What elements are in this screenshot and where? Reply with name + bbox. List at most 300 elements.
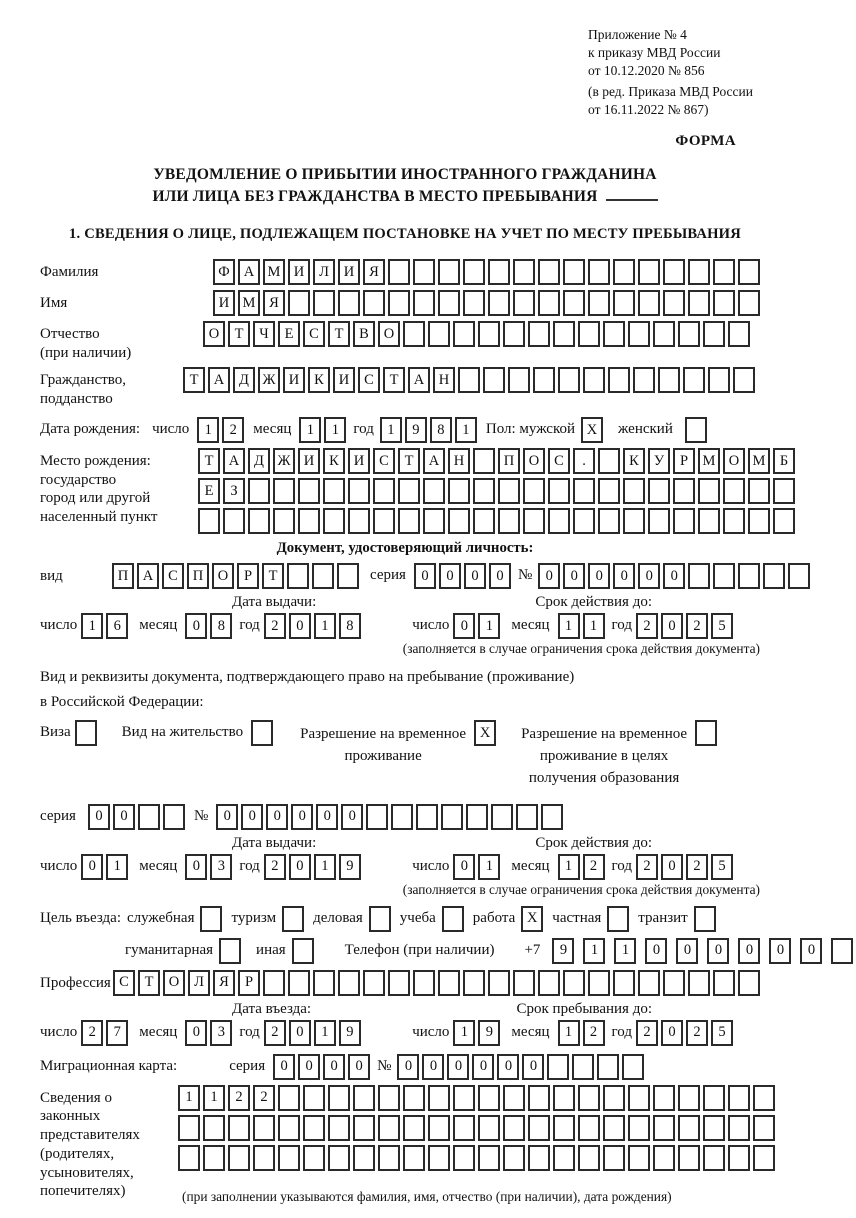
char-cell[interactable]: К (308, 367, 330, 393)
char-cell[interactable] (633, 367, 655, 393)
char-cell[interactable]: 0 (538, 563, 560, 589)
char-cell[interactable]: 1 (314, 1020, 336, 1046)
char-cell[interactable]: 1 (197, 417, 219, 443)
char-cell[interactable] (423, 478, 445, 504)
char-cell[interactable] (228, 1145, 250, 1171)
char-cell[interactable] (523, 508, 545, 534)
char-cell[interactable] (688, 970, 710, 996)
char-cell[interactable]: К (623, 448, 645, 474)
char-cell[interactable]: И (213, 290, 235, 316)
char-cell[interactable] (623, 478, 645, 504)
char-cell[interactable] (441, 804, 463, 830)
char-cell[interactable] (398, 478, 420, 504)
char-cell[interactable] (628, 1145, 650, 1171)
char-cell[interactable] (558, 367, 580, 393)
char-cell[interactable]: 2 (636, 613, 658, 639)
char-cell[interactable] (673, 478, 695, 504)
char-cell[interactable]: 2 (686, 854, 708, 880)
char-cell[interactable]: 0 (88, 804, 110, 830)
char-cell[interactable] (608, 367, 630, 393)
char-cell[interactable]: 2 (636, 1020, 658, 1046)
char-cell[interactable]: Я (363, 259, 385, 285)
char-cell[interactable] (698, 478, 720, 504)
char-cell[interactable]: 0 (638, 563, 660, 589)
char-cell[interactable]: 9 (478, 1020, 500, 1046)
char-cell[interactable] (597, 1054, 619, 1080)
char-cell[interactable] (658, 367, 680, 393)
char-cell[interactable]: 0 (185, 854, 207, 880)
char-cell[interactable] (328, 1085, 350, 1111)
char-cell[interactable] (728, 1145, 750, 1171)
purpose-commercial-checkbox[interactable] (369, 906, 391, 932)
char-cell[interactable]: 5 (711, 613, 733, 639)
char-cell[interactable] (438, 290, 460, 316)
char-cell[interactable] (453, 1145, 475, 1171)
char-cell[interactable] (273, 508, 295, 534)
char-cell[interactable]: К (323, 448, 345, 474)
char-cell[interactable]: А (208, 367, 230, 393)
char-cell[interactable] (348, 478, 370, 504)
edu-permit-checkbox[interactable] (695, 720, 717, 746)
char-cell[interactable]: О (163, 970, 185, 996)
char-cell[interactable] (353, 1115, 375, 1141)
char-cell[interactable]: . (573, 448, 595, 474)
char-cell[interactable] (673, 508, 695, 534)
char-cell[interactable]: 9 (552, 938, 574, 964)
char-cell[interactable] (538, 259, 560, 285)
char-cell[interactable]: 8 (339, 613, 361, 639)
char-cell[interactable] (363, 970, 385, 996)
char-cell[interactable]: 0 (273, 1054, 295, 1080)
char-cell[interactable] (298, 478, 320, 504)
char-cell[interactable] (178, 1145, 200, 1171)
char-cell[interactable] (373, 478, 395, 504)
char-cell[interactable]: М (698, 448, 720, 474)
char-cell[interactable]: О (723, 448, 745, 474)
char-cell[interactable] (728, 1085, 750, 1111)
char-cell[interactable]: Я (213, 970, 235, 996)
char-cell[interactable] (533, 367, 555, 393)
purpose-private-checkbox[interactable] (607, 906, 629, 932)
char-cell[interactable] (578, 1085, 600, 1111)
char-cell[interactable] (578, 1145, 600, 1171)
char-cell[interactable] (528, 1145, 550, 1171)
char-cell[interactable] (508, 367, 530, 393)
char-cell[interactable]: Е (198, 478, 220, 504)
char-cell[interactable] (653, 1145, 675, 1171)
char-cell[interactable]: 2 (264, 854, 286, 880)
char-cell[interactable] (708, 367, 730, 393)
char-cell[interactable] (688, 259, 710, 285)
char-cell[interactable]: Ж (258, 367, 280, 393)
char-cell[interactable] (583, 367, 605, 393)
char-cell[interactable] (733, 367, 755, 393)
char-cell[interactable]: 0 (241, 804, 263, 830)
char-cell[interactable]: 0 (185, 613, 207, 639)
char-cell[interactable]: 9 (405, 417, 427, 443)
char-cell[interactable] (572, 1054, 594, 1080)
char-cell[interactable] (748, 508, 770, 534)
char-cell[interactable]: 0 (661, 1020, 683, 1046)
char-cell[interactable] (563, 259, 585, 285)
char-cell[interactable]: Т (198, 448, 220, 474)
char-cell[interactable]: Л (313, 259, 335, 285)
char-cell[interactable]: 0 (289, 854, 311, 880)
char-cell[interactable] (698, 508, 720, 534)
char-cell[interactable] (748, 478, 770, 504)
char-cell[interactable] (416, 804, 438, 830)
char-cell[interactable]: Ж (273, 448, 295, 474)
char-cell[interactable] (713, 563, 735, 589)
char-cell[interactable] (338, 970, 360, 996)
char-cell[interactable] (728, 321, 750, 347)
char-cell[interactable] (588, 259, 610, 285)
char-cell[interactable] (613, 259, 635, 285)
char-cell[interactable]: С (162, 563, 184, 589)
char-cell[interactable]: 0 (489, 563, 511, 589)
char-cell[interactable]: 1 (299, 417, 321, 443)
char-cell[interactable] (638, 970, 660, 996)
char-cell[interactable]: 1 (203, 1085, 225, 1111)
char-cell[interactable]: А (423, 448, 445, 474)
char-cell[interactable] (337, 563, 359, 589)
char-cell[interactable] (723, 478, 745, 504)
char-cell[interactable]: 1 (558, 1020, 580, 1046)
char-cell[interactable] (248, 478, 270, 504)
char-cell[interactable] (388, 290, 410, 316)
char-cell[interactable] (138, 804, 160, 830)
char-cell[interactable]: 0 (464, 563, 486, 589)
char-cell[interactable]: 1 (558, 854, 580, 880)
char-cell[interactable]: 1 (81, 613, 103, 639)
char-cell[interactable] (273, 478, 295, 504)
char-cell[interactable] (453, 1085, 475, 1111)
char-cell[interactable] (463, 290, 485, 316)
char-cell[interactable] (388, 970, 410, 996)
char-cell[interactable]: О (378, 321, 400, 347)
char-cell[interactable] (648, 508, 670, 534)
char-cell[interactable] (788, 563, 810, 589)
char-cell[interactable] (723, 508, 745, 534)
char-cell[interactable] (473, 508, 495, 534)
char-cell[interactable] (628, 321, 650, 347)
char-cell[interactable]: 0 (397, 1054, 419, 1080)
char-cell[interactable] (538, 970, 560, 996)
char-cell[interactable]: 3 (210, 854, 232, 880)
temp-permit-checkbox[interactable]: X (474, 720, 496, 746)
char-cell[interactable]: З (223, 478, 245, 504)
char-cell[interactable] (178, 1115, 200, 1141)
char-cell[interactable] (438, 259, 460, 285)
char-cell[interactable]: И (348, 448, 370, 474)
char-cell[interactable]: И (288, 259, 310, 285)
char-cell[interactable]: 0 (453, 854, 475, 880)
char-cell[interactable] (253, 1115, 275, 1141)
char-cell[interactable] (753, 1115, 775, 1141)
char-cell[interactable]: С (113, 970, 135, 996)
char-cell[interactable] (198, 508, 220, 534)
char-cell[interactable]: Е (278, 321, 300, 347)
char-cell[interactable]: 0 (453, 613, 475, 639)
char-cell[interactable] (403, 1115, 425, 1141)
char-cell[interactable] (463, 970, 485, 996)
char-cell[interactable] (453, 1115, 475, 1141)
char-cell[interactable]: Т (383, 367, 405, 393)
char-cell[interactable]: 0 (522, 1054, 544, 1080)
char-cell[interactable] (391, 804, 413, 830)
char-cell[interactable] (303, 1115, 325, 1141)
char-cell[interactable] (263, 970, 285, 996)
char-cell[interactable] (563, 970, 585, 996)
char-cell[interactable] (298, 508, 320, 534)
char-cell[interactable] (278, 1115, 300, 1141)
char-cell[interactable]: 1 (178, 1085, 200, 1111)
char-cell[interactable] (753, 1145, 775, 1171)
char-cell[interactable] (503, 1115, 525, 1141)
purpose-tourism-checkbox[interactable] (282, 906, 304, 932)
char-cell[interactable]: 5 (711, 854, 733, 880)
char-cell[interactable]: 0 (414, 563, 436, 589)
char-cell[interactable]: 0 (661, 613, 683, 639)
char-cell[interactable] (713, 970, 735, 996)
char-cell[interactable] (328, 1115, 350, 1141)
char-cell[interactable] (516, 804, 538, 830)
char-cell[interactable]: 7 (106, 1020, 128, 1046)
char-cell[interactable] (353, 1085, 375, 1111)
char-cell[interactable]: Ф (213, 259, 235, 285)
char-cell[interactable]: А (137, 563, 159, 589)
char-cell[interactable] (403, 321, 425, 347)
char-cell[interactable]: А (223, 448, 245, 474)
char-cell[interactable] (503, 321, 525, 347)
char-cell[interactable] (423, 508, 445, 534)
char-cell[interactable] (323, 508, 345, 534)
char-cell[interactable] (503, 1085, 525, 1111)
char-cell[interactable]: 0 (316, 804, 338, 830)
char-cell[interactable]: Т (398, 448, 420, 474)
char-cell[interactable] (373, 508, 395, 534)
char-cell[interactable] (548, 478, 570, 504)
char-cell[interactable]: У (648, 448, 670, 474)
char-cell[interactable] (413, 290, 435, 316)
char-cell[interactable]: Р (237, 563, 259, 589)
char-cell[interactable]: 1 (106, 854, 128, 880)
purpose-other-checkbox[interactable] (292, 938, 314, 964)
char-cell[interactable]: 5 (711, 1020, 733, 1046)
char-cell[interactable] (613, 970, 635, 996)
char-cell[interactable] (638, 259, 660, 285)
char-cell[interactable]: Т (328, 321, 350, 347)
char-cell[interactable] (313, 970, 335, 996)
char-cell[interactable] (428, 1115, 450, 1141)
char-cell[interactable]: 0 (216, 804, 238, 830)
char-cell[interactable] (688, 290, 710, 316)
char-cell[interactable]: 1 (455, 417, 477, 443)
char-cell[interactable]: 0 (81, 854, 103, 880)
char-cell[interactable] (498, 508, 520, 534)
char-cell[interactable] (738, 970, 760, 996)
char-cell[interactable] (366, 804, 388, 830)
char-cell[interactable] (603, 1145, 625, 1171)
char-cell[interactable] (483, 367, 505, 393)
char-cell[interactable]: 1 (614, 938, 636, 964)
char-cell[interactable]: Я (263, 290, 285, 316)
char-cell[interactable] (478, 321, 500, 347)
char-cell[interactable] (628, 1085, 650, 1111)
char-cell[interactable]: 0 (185, 1020, 207, 1046)
char-cell[interactable]: 0 (707, 938, 729, 964)
char-cell[interactable] (573, 478, 595, 504)
char-cell[interactable] (353, 1145, 375, 1171)
char-cell[interactable] (638, 290, 660, 316)
char-cell[interactable]: 2 (686, 1020, 708, 1046)
char-cell[interactable]: 0 (439, 563, 461, 589)
char-cell[interactable]: Д (233, 367, 255, 393)
char-cell[interactable] (338, 290, 360, 316)
char-cell[interactable]: 8 (430, 417, 452, 443)
char-cell[interactable]: 0 (266, 804, 288, 830)
char-cell[interactable]: М (263, 259, 285, 285)
char-cell[interactable] (313, 290, 335, 316)
char-cell[interactable] (303, 1085, 325, 1111)
char-cell[interactable]: 0 (291, 804, 313, 830)
char-cell[interactable] (703, 1085, 725, 1111)
char-cell[interactable] (448, 478, 470, 504)
char-cell[interactable]: О (523, 448, 545, 474)
char-cell[interactable] (413, 259, 435, 285)
char-cell[interactable] (663, 259, 685, 285)
char-cell[interactable]: 1 (380, 417, 402, 443)
char-cell[interactable] (488, 259, 510, 285)
char-cell[interactable] (753, 1085, 775, 1111)
char-cell[interactable] (288, 970, 310, 996)
char-cell[interactable] (588, 970, 610, 996)
char-cell[interactable]: 1 (558, 613, 580, 639)
male-checkbox[interactable]: X (581, 417, 603, 443)
char-cell[interactable]: А (238, 259, 260, 285)
char-cell[interactable] (703, 321, 725, 347)
char-cell[interactable] (563, 290, 585, 316)
char-cell[interactable]: 2 (583, 1020, 605, 1046)
char-cell[interactable] (323, 478, 345, 504)
char-cell[interactable]: Н (448, 448, 470, 474)
char-cell[interactable]: 1 (314, 613, 336, 639)
char-cell[interactable] (378, 1085, 400, 1111)
char-cell[interactable] (553, 321, 575, 347)
char-cell[interactable]: 0 (497, 1054, 519, 1080)
char-cell[interactable] (513, 970, 535, 996)
female-checkbox[interactable] (685, 417, 707, 443)
char-cell[interactable] (653, 1115, 675, 1141)
char-cell[interactable] (403, 1085, 425, 1111)
char-cell[interactable]: 2 (264, 1020, 286, 1046)
char-cell[interactable]: С (548, 448, 570, 474)
char-cell[interactable] (203, 1145, 225, 1171)
char-cell[interactable] (348, 508, 370, 534)
char-cell[interactable] (598, 448, 620, 474)
char-cell[interactable]: И (333, 367, 355, 393)
char-cell[interactable] (403, 1145, 425, 1171)
char-cell[interactable]: 2 (228, 1085, 250, 1111)
char-cell[interactable]: 0 (738, 938, 760, 964)
char-cell[interactable] (588, 290, 610, 316)
char-cell[interactable] (598, 508, 620, 534)
char-cell[interactable] (603, 321, 625, 347)
char-cell[interactable]: Т (183, 367, 205, 393)
char-cell[interactable] (478, 1145, 500, 1171)
char-cell[interactable]: Ч (253, 321, 275, 347)
char-cell[interactable]: О (203, 321, 225, 347)
char-cell[interactable] (528, 1115, 550, 1141)
char-cell[interactable]: 0 (472, 1054, 494, 1080)
char-cell[interactable] (663, 970, 685, 996)
char-cell[interactable]: 2 (583, 854, 605, 880)
char-cell[interactable]: 0 (447, 1054, 469, 1080)
char-cell[interactable] (528, 321, 550, 347)
char-cell[interactable]: Р (673, 448, 695, 474)
char-cell[interactable] (163, 804, 185, 830)
char-cell[interactable] (428, 1085, 450, 1111)
char-cell[interactable]: 6 (106, 613, 128, 639)
char-cell[interactable] (553, 1145, 575, 1171)
char-cell[interactable] (378, 1115, 400, 1141)
char-cell[interactable] (478, 1085, 500, 1111)
char-cell[interactable] (473, 478, 495, 504)
char-cell[interactable]: 0 (800, 938, 822, 964)
char-cell[interactable]: Б (773, 448, 795, 474)
char-cell[interactable]: 1 (478, 854, 500, 880)
char-cell[interactable]: И (298, 448, 320, 474)
char-cell[interactable]: М (748, 448, 770, 474)
char-cell[interactable] (628, 1115, 650, 1141)
char-cell[interactable] (573, 508, 595, 534)
char-cell[interactable] (328, 1145, 350, 1171)
char-cell[interactable]: 1 (478, 613, 500, 639)
char-cell[interactable]: 0 (113, 804, 135, 830)
char-cell[interactable]: 0 (323, 1054, 345, 1080)
char-cell[interactable]: 2 (636, 854, 658, 880)
char-cell[interactable]: 0 (422, 1054, 444, 1080)
char-cell[interactable] (498, 478, 520, 504)
char-cell[interactable]: Т (228, 321, 250, 347)
char-cell[interactable]: С (303, 321, 325, 347)
char-cell[interactable] (228, 1115, 250, 1141)
char-cell[interactable] (473, 448, 495, 474)
char-cell[interactable]: 2 (253, 1085, 275, 1111)
char-cell[interactable] (458, 367, 480, 393)
char-cell[interactable] (453, 321, 475, 347)
char-cell[interactable]: П (187, 563, 209, 589)
char-cell[interactable] (678, 1145, 700, 1171)
char-cell[interactable] (523, 478, 545, 504)
char-cell[interactable]: 9 (339, 854, 361, 880)
char-cell[interactable] (513, 259, 535, 285)
char-cell[interactable]: 9 (339, 1020, 361, 1046)
visa-checkbox[interactable] (75, 720, 97, 746)
char-cell[interactable] (678, 1085, 700, 1111)
char-cell[interactable] (773, 508, 795, 534)
purpose-work-checkbox[interactable]: X (521, 906, 543, 932)
char-cell[interactable]: И (338, 259, 360, 285)
char-cell[interactable]: 2 (222, 417, 244, 443)
char-cell[interactable] (248, 508, 270, 534)
char-cell[interactable] (203, 1115, 225, 1141)
char-cell[interactable]: 1 (583, 613, 605, 639)
char-cell[interactable]: С (373, 448, 395, 474)
char-cell[interactable]: 0 (769, 938, 791, 964)
char-cell[interactable] (773, 478, 795, 504)
char-cell[interactable]: 1 (583, 938, 605, 964)
